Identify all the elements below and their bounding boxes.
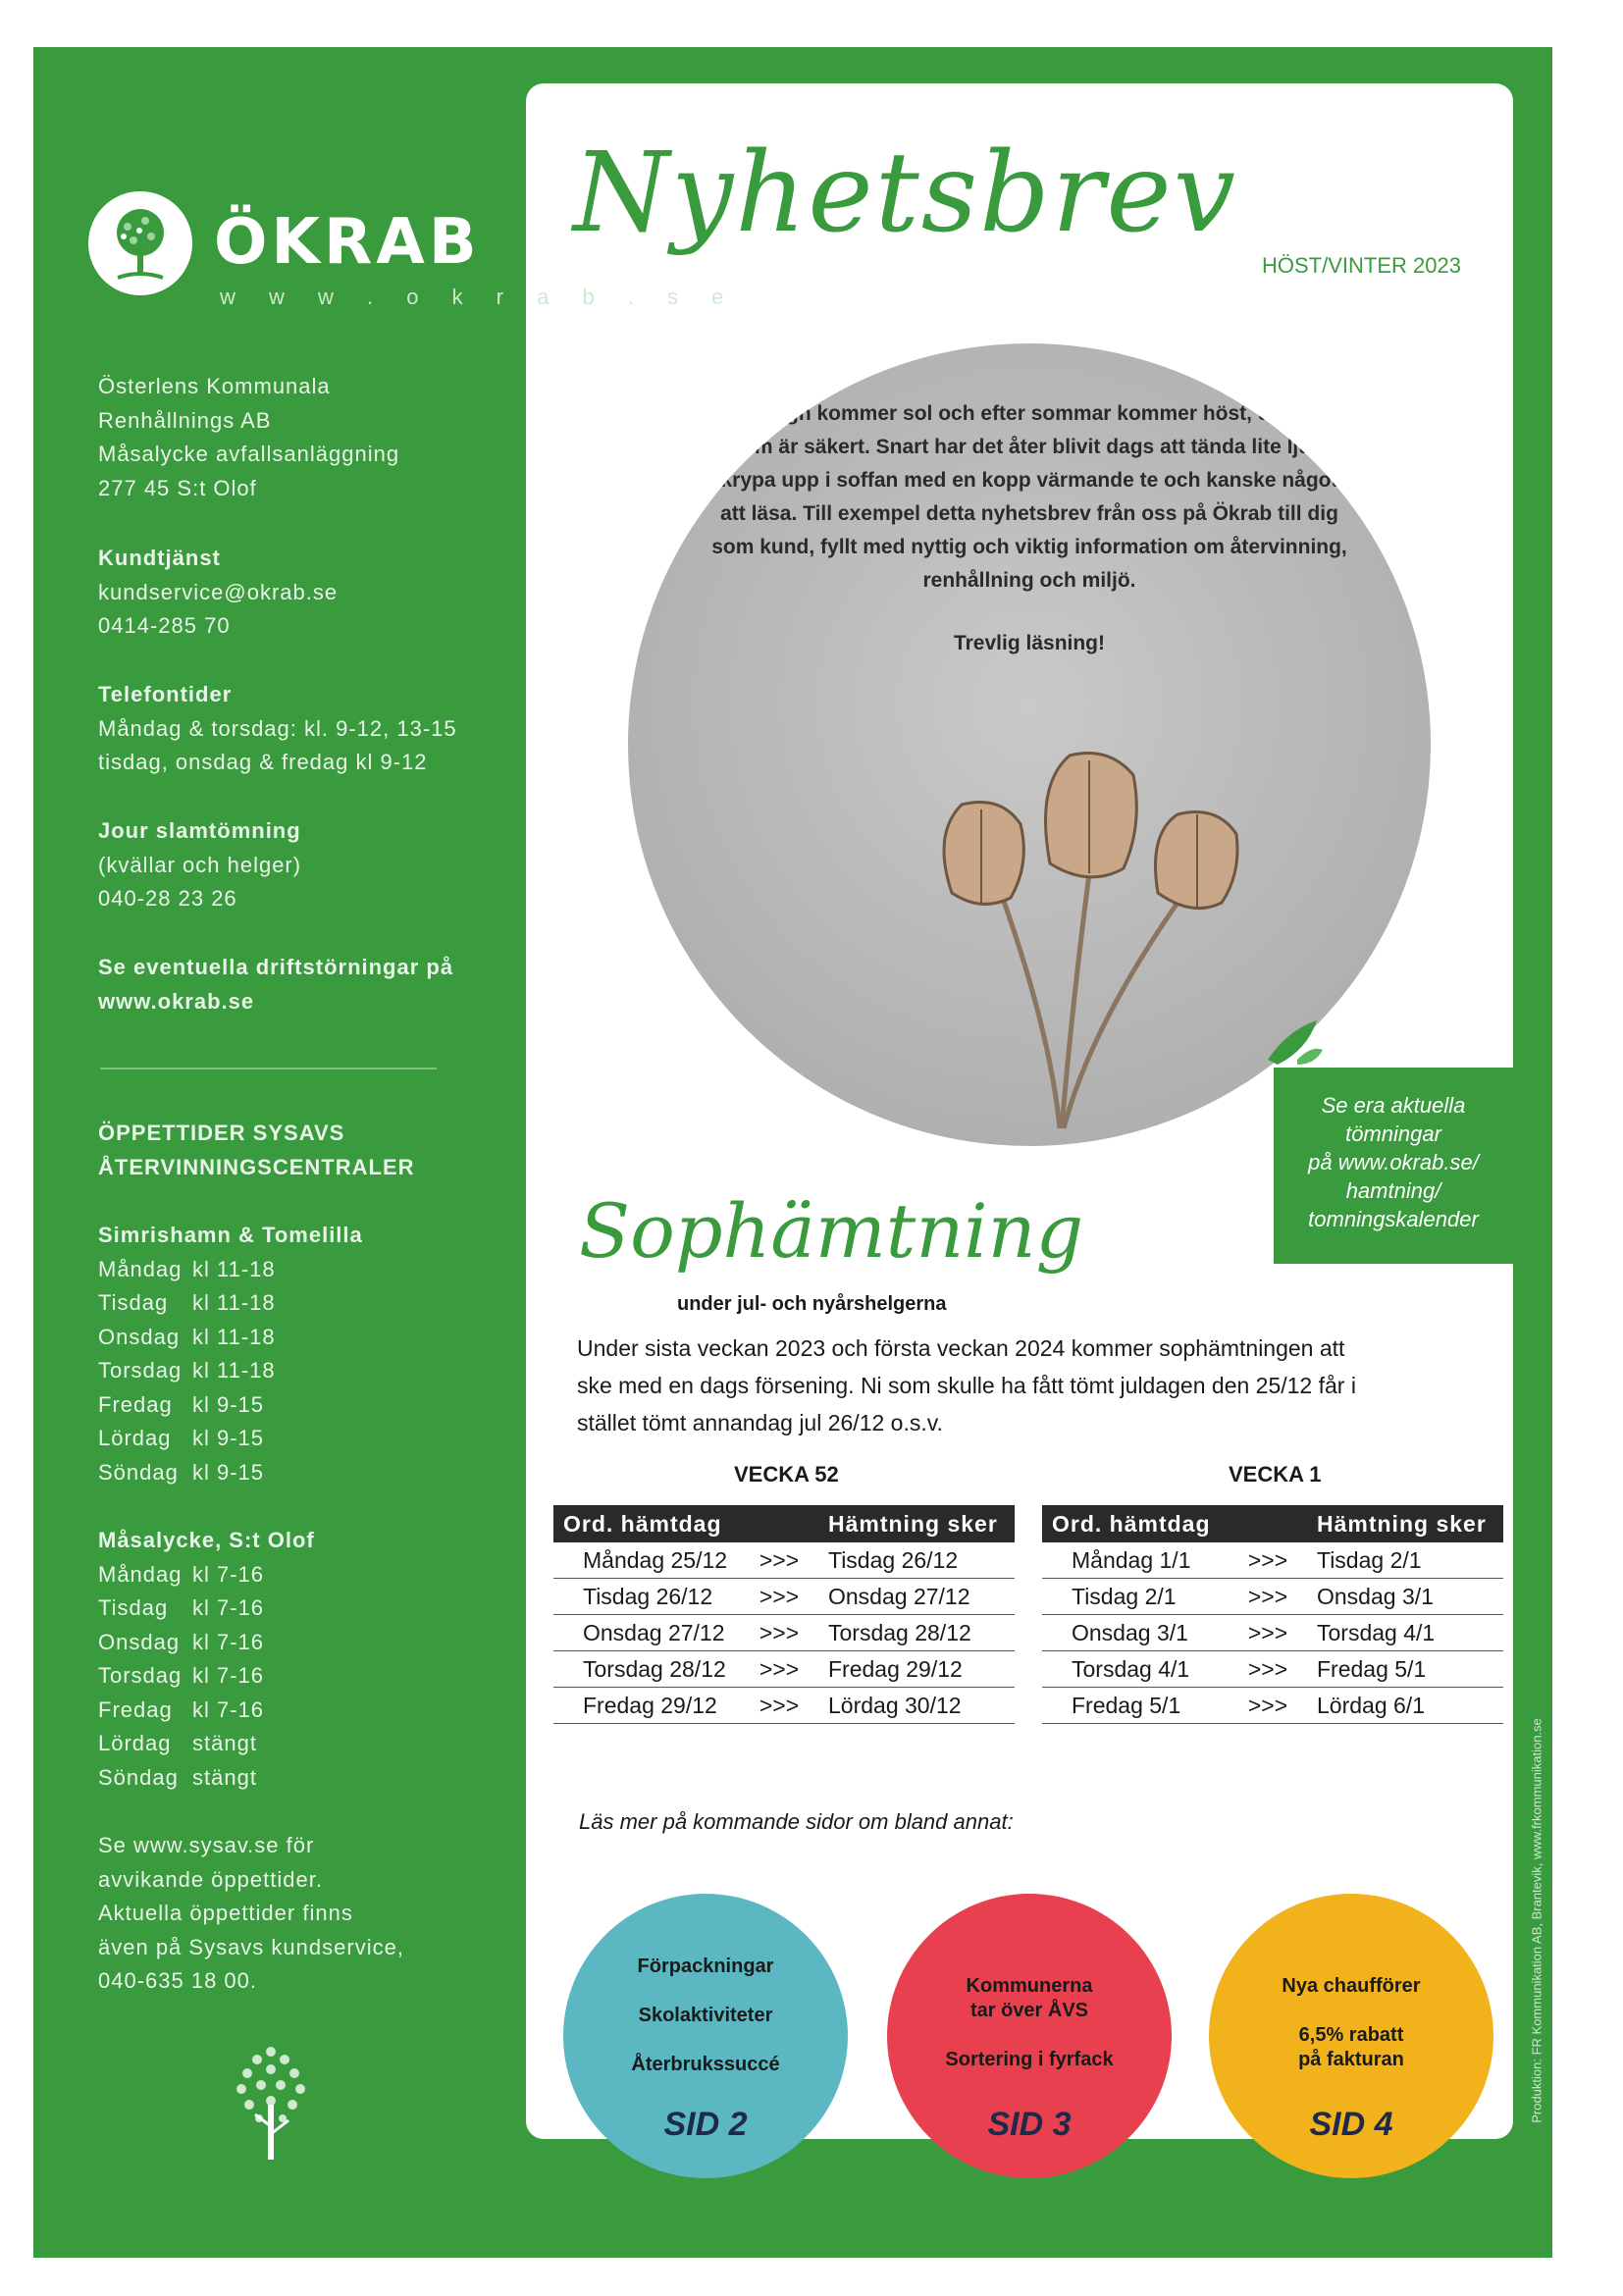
sysav-heading-line: ÖPPETTIDER SYSAVS (98, 1121, 345, 1145)
table-row: Måndag 1/1 >>> Tisdag 2/1 (1042, 1542, 1503, 1579)
kundtjanst-heading: Kundtjänst (98, 546, 221, 570)
hours-row: Lördag kl 9-15 (98, 1426, 265, 1450)
telefontider-heading: Telefontider (98, 682, 233, 706)
driftstorningar-link[interactable]: www.okrab.se (98, 988, 255, 1014)
driftstorningar-text: Se eventuella driftstörningar på (98, 955, 454, 979)
hours-row: Tisdag kl 7-16 (98, 1595, 265, 1620)
hours-row: Lördag stängt (98, 1731, 257, 1755)
kundtjanst-phone: 0414-285 70 (98, 613, 231, 638)
sysav-heading-line: ÅTERVINNINGSCENTRALER (98, 1154, 415, 1179)
sidebar-kundtjanst (98, 542, 338, 644)
hours-row: Onsdag kl 11-18 (98, 1324, 276, 1349)
table-row: Torsdag 28/12 >>> Fredag 29/12 (553, 1651, 1015, 1688)
table-row: Tisdag 2/1 >>> Onsdag 3/1 (1042, 1579, 1503, 1615)
intro-closing: Trevlig läsning! (953, 632, 1106, 654)
address-line: Måsalycke avfallsanläggning (98, 442, 400, 466)
table-row: Fredag 5/1 >>> Lördag 6/1 (1042, 1688, 1503, 1724)
footer-line: Aktuella öppettider finns (98, 1901, 353, 1925)
logo-wordmark: ÖKRAB (214, 206, 481, 279)
tree-logo-icon (88, 191, 192, 295)
footer-line: även på Sysavs kundservice, (98, 1934, 404, 1959)
sidebar-divider (100, 1068, 437, 1070)
column-header (1229, 1505, 1307, 1542)
callout-link[interactable]: tomningskalender (1308, 1207, 1479, 1231)
footer-line: avvikande öppettider. (98, 1866, 323, 1892)
hours-row: Tisdag kl 11-18 (98, 1290, 276, 1315)
jour-line: (kvällar och helger) (98, 852, 302, 877)
sidebar-address (98, 370, 399, 505)
address-line: Österlens Kommunala (98, 374, 331, 398)
masalycke-heading: Måsalycke, S:t Olof (98, 1528, 315, 1552)
sidebar-simrishamn (98, 1219, 363, 1489)
column-header: Ord. hämtdag (553, 1505, 740, 1542)
callout-link[interactable]: på www.okrab.se/ (1308, 1150, 1479, 1174)
table-row: Torsdag 4/1 >>> Fredag 5/1 (1042, 1651, 1503, 1688)
table-header-row (553, 1505, 1015, 1542)
hours-row: Söndag kl 9-15 (98, 1459, 265, 1485)
sidebar-telefontider (98, 678, 457, 780)
hours-row: Torsdag kl 11-18 (98, 1358, 276, 1383)
telefontider-line: tisdag, onsdag & fredag kl 9-12 (98, 750, 428, 774)
schedule-table-week1 (1042, 1505, 1503, 1724)
hours-row: Fredag kl 9-15 (98, 1391, 265, 1417)
sidebar-sysav-heading (98, 1117, 415, 1184)
logo-badge (88, 191, 192, 295)
table-row: Fredag 29/12 >>> Lördag 30/12 (553, 1688, 1015, 1724)
page-ref: SID 3 (987, 2106, 1072, 2143)
table-header-row (1042, 1505, 1503, 1542)
callout-line: Se era aktuella (1321, 1093, 1466, 1118)
section-subtitle: under jul- och nyårshelgerna (677, 1293, 947, 1315)
hours-row: Onsdag kl 7-16 (98, 1629, 265, 1654)
column-header: Hämtning sker (818, 1505, 1015, 1542)
jour-heading: Jour slamtömning (98, 818, 301, 843)
table-row: Onsdag 3/1 >>> Torsdag 4/1 (1042, 1615, 1503, 1651)
table-row: Tisdag 26/12 >>> Onsdag 27/12 (553, 1579, 1015, 1615)
week-label: VECKA 52 (734, 1462, 839, 1487)
simrishamn-heading: Simrishamn & Tomelilla (98, 1223, 363, 1247)
tree-icon (224, 2036, 318, 2164)
page-ref: SID 4 (1309, 2106, 1393, 2143)
footer-line: 040-635 18 00. (98, 1968, 258, 1993)
topic-bubble-sid3[interactable]: Kommunerna tar över ÅVS Sortering i fyrfack SID 3 (887, 1894, 1172, 2178)
hours-row: Söndag stängt (98, 1764, 257, 1790)
callout-box[interactable] (1274, 1068, 1513, 1264)
schedule-table-week52 (553, 1505, 1015, 1724)
column-header: Ord. hämtdag (1042, 1505, 1229, 1542)
kundtjanst-email[interactable]: kundservice@okrab.se (98, 579, 339, 604)
column-header: Hämtning sker (1307, 1505, 1503, 1542)
hours-row: Fredag kl 7-16 (98, 1696, 265, 1722)
address-line: 277 45 S:t Olof (98, 475, 257, 500)
section-title: Sophämtning (579, 1187, 1084, 1275)
season-label: HÖST/VINTER 2023 (1262, 253, 1461, 278)
leaf-icon (1258, 1011, 1327, 1070)
hours-row: Måndag kl 7-16 (98, 1561, 265, 1587)
sidebar-footer (98, 1829, 404, 1999)
address-line: Renhållnings AB (98, 407, 272, 433)
telefontider-line: Måndag & torsdag: kl. 9-12, 13-15 (98, 715, 457, 741)
hours-row: Torsdag kl 7-16 (98, 1663, 265, 1688)
table-row: Onsdag 27/12 >>> Torsdag 28/12 (553, 1615, 1015, 1651)
page-title: Nyhetsbrev (573, 130, 1237, 257)
sidebar-jour (98, 814, 301, 916)
topic-bubble-sid2[interactable]: Förpackningar Skolaktiviteter Återbrukssuccé SID 2 (563, 1894, 848, 2178)
footer-line: Se www.sysav.se för (98, 1833, 315, 1857)
column-header (740, 1505, 818, 1542)
hours-row: Måndag kl 11-18 (98, 1256, 276, 1281)
section-body: Under sista veckan 2023 och första veckan 2024 kommer sophämtningen att ske med en dags försening. Ni som skulle ha fått tömt juldagen den 25/12 får i stället tömt annandag jul 26/12 o.s.v. (577, 1335, 1356, 1435)
sidebar-masalycke (98, 1524, 315, 1795)
callout-link[interactable]: hamtning/ (1345, 1178, 1441, 1203)
jour-phone: 040-28 23 26 (98, 886, 237, 911)
page-ref: SID 2 (663, 2106, 748, 2143)
table-row: Måndag 25/12 >>> Tisdag 26/12 (553, 1542, 1015, 1579)
production-credit: Produktion: FR Kommunikation AB, Brantevik, www.frkommunikation.se (1529, 1718, 1544, 2123)
callout-line: tömningar (1345, 1122, 1441, 1146)
logo-url: w w w . o k r a b . s e (220, 285, 738, 309)
sidebar-driftstorningar (98, 951, 453, 1018)
week-label: VECKA 1 (1229, 1462, 1322, 1487)
more-intro: Läs mer på kommande sidor om bland annat: (579, 1809, 1014, 1834)
topic-bubble-sid4[interactable]: Nya chaufförer 6,5% rabatt på fakturan SID 4 (1209, 1894, 1493, 2178)
intro-text: Efter regn kommer sol och efter sommar kommer höst, det är ett som är säkert. Snart har det åter blivit dags att tända lite ljus, krypa upp i soffan med en kopp värmande te och kanske något att läsa. Till exempel detta nyhetsbrev från oss på Ökrab till dig som kund, fyllt med nyttig och viktig information om återvinning, renhållning och miljö. Trevlig läsning! (711, 402, 1347, 654)
